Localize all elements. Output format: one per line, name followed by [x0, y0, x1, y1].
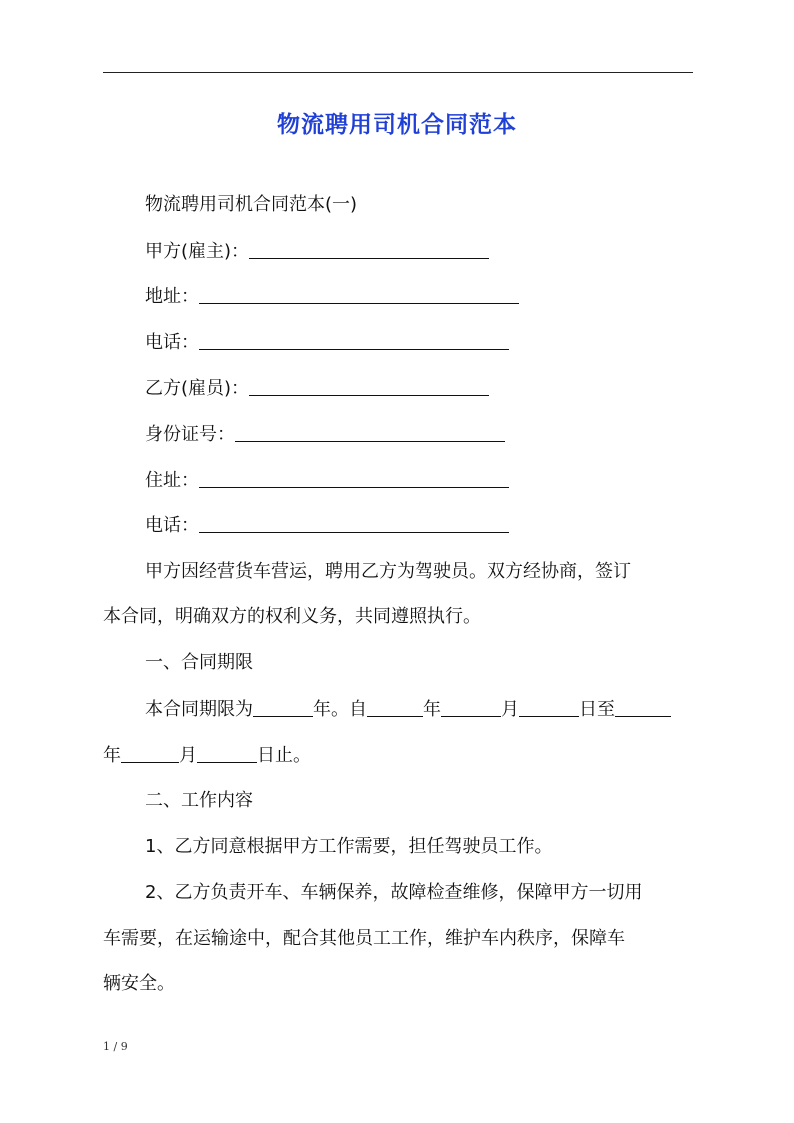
- id-number-blank[interactable]: [235, 423, 505, 442]
- end-month-blank[interactable]: [121, 744, 179, 763]
- term-text-1: 本合同期限为: [145, 699, 253, 720]
- term-text-3: 年: [423, 699, 441, 720]
- residence-label: 住址：: [145, 470, 199, 491]
- party-b-field: [145, 377, 489, 400]
- intro-paragraph-line-1: 甲方因经营货车营运，聘用乙方为驾驶员。双方经协商，签订: [145, 561, 631, 582]
- party-a-blank[interactable]: [249, 240, 489, 259]
- page-number: 1 / 9: [103, 1040, 128, 1053]
- intro-paragraph-line-2: 本合同，明确双方的权利义务，共同遵照执行。: [103, 606, 481, 627]
- start-year-blank[interactable]: [367, 698, 423, 717]
- phone-a-label: 电话：: [145, 332, 199, 353]
- document-title: 物流聘用司机合同范本: [277, 112, 517, 138]
- term-line-2: [103, 744, 311, 767]
- phone-b-label: 电话：: [145, 515, 199, 536]
- work-item-2-line-3: 辆安全。: [103, 973, 175, 994]
- residence-field: [145, 469, 509, 492]
- id-number-field: [145, 423, 505, 446]
- work-item-2-line-2: 车需要，在运输途中，配合其他员工工作，维护车内秩序，保障车: [103, 928, 625, 949]
- section-heading-term: 一、合同期限: [145, 652, 253, 673]
- term-line-1: [145, 698, 671, 721]
- term-text-4: 月: [501, 699, 519, 720]
- term-text-6: 年: [103, 745, 121, 766]
- contract-subtitle: 物流聘用司机合同范本(一): [145, 194, 358, 215]
- term-text-8: 日止。: [257, 745, 311, 766]
- work-item-1: 1、乙方同意根据甲方工作需要，担任驾驶员工作。: [145, 836, 553, 857]
- term-text-2: 年。自: [313, 699, 367, 720]
- term-years-blank[interactable]: [253, 698, 313, 717]
- party-a-label: 甲方(雇主)：: [145, 241, 250, 262]
- phone-b-field: [145, 514, 509, 537]
- address-a-label: 地址：: [145, 286, 199, 307]
- term-text-7: 月: [179, 745, 197, 766]
- id-number-label: 身份证号：: [145, 424, 235, 445]
- work-item-2-line-1: 2、乙方负责开车、车辆保养，故障检查维修，保障甲方一切用: [145, 882, 643, 903]
- start-day-blank[interactable]: [519, 698, 579, 717]
- party-a-field: [145, 240, 489, 263]
- section-heading-work: 二、工作内容: [145, 790, 253, 811]
- end-year-blank[interactable]: [615, 698, 671, 717]
- end-day-blank[interactable]: [197, 744, 257, 763]
- phone-a-field: [145, 331, 509, 354]
- address-a-field: [145, 285, 519, 308]
- party-b-label: 乙方(雇员)：: [145, 378, 250, 399]
- party-b-blank[interactable]: [249, 377, 489, 396]
- residence-blank[interactable]: [199, 469, 509, 488]
- term-text-5: 日至: [579, 699, 615, 720]
- address-a-blank[interactable]: [199, 285, 519, 304]
- phone-a-blank[interactable]: [199, 331, 509, 350]
- start-month-blank[interactable]: [441, 698, 501, 717]
- phone-b-blank[interactable]: [199, 514, 509, 533]
- header-rule: [103, 72, 693, 73]
